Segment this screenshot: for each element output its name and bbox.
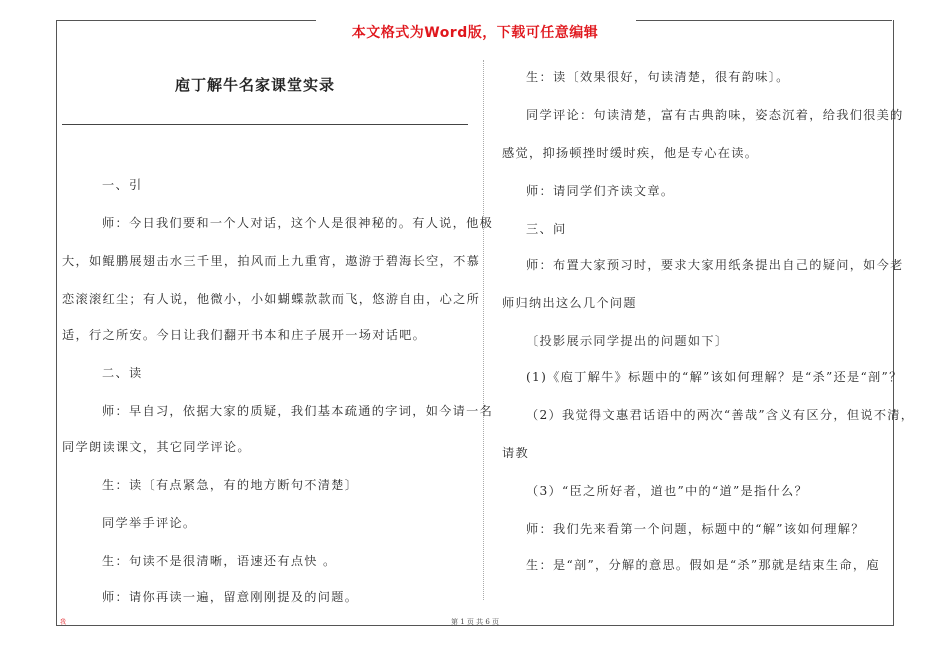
footer-mark: 我 <box>60 619 67 626</box>
paragraph-line: 生：读〔效果很好，句读清楚，很有韵味〕。 <box>526 70 790 84</box>
download-banner: 本文格式为Word版，下载可任意编辑 <box>351 25 599 41</box>
paragraph-line: 师：请你再读一遍，留意刚刚提及的问题。 <box>102 590 359 604</box>
paragraph-line: 〔投影展示同学提出的问题如下〕 <box>526 334 729 348</box>
question-item: (1)《庖丁解牛》标题中的“解”该如何理解？是“杀”还是“剖”？ <box>526 370 903 384</box>
title-rule <box>62 124 468 125</box>
paragraph-line: 师：布置大家预习时，要求大家用纸条提出自己的疑问，如今老 <box>526 258 904 272</box>
paragraph-line: 同学举手评论。 <box>102 516 197 530</box>
paragraph-line: 恋滚滚红尘；有人说，他微小，小如蝴蝶款款而飞，悠游自由，心之所 <box>62 292 481 306</box>
paragraph-line: 请教 <box>502 446 529 460</box>
paragraph-line: 大，如鲲鹏展翅击水三千里，拍风而上九重宵，遨游于碧海长空，不慕 <box>62 254 481 268</box>
section-heading-read: 二、读 <box>102 366 143 380</box>
paragraph-line: 师：我们先来看第一个问题，标题中的“解”该如何理解？ <box>526 522 865 536</box>
page-frame-top-left <box>56 20 316 21</box>
section-heading-ask: 三、问 <box>526 222 567 236</box>
page-frame-top-right <box>636 20 892 21</box>
page-number: 第 1 页 共 6 页 <box>450 618 500 626</box>
question-item: （2）我觉得文惠君话语中的两次“善哉”含义有区分，但说不清， <box>526 408 915 422</box>
paragraph-line: 生：是“剖”，分解的意思。假如是“杀”那就是结束生命，庖 <box>526 558 880 572</box>
paragraph-line: 师：早自习，依据大家的质疑，我们基本疏通的字词，如今请一名 <box>102 404 494 418</box>
paragraph-line: 师归纳出这么几个问题 <box>502 296 637 310</box>
column-divider <box>483 60 484 600</box>
paragraph-line: 适，行之所安。今日让我们翻开书本和庄子展开一场对话吧。 <box>62 328 427 342</box>
document-title: 庖丁解牛名家课堂实录 <box>175 76 336 94</box>
question-item: （3）“臣之所好者，道也”中的“道”是指什么？ <box>526 484 808 498</box>
paragraph-line: 师：请同学们齐读文章。 <box>526 184 675 198</box>
paragraph-line: 感觉，抑扬顿挫时缓时疾，他是专心在读。 <box>502 146 759 160</box>
paragraph-line: 师：今日我们要和一个人对话，这个人是很神秘的。有人说，他极 <box>102 216 494 230</box>
section-heading-intro: 一、引 <box>102 178 143 192</box>
paragraph-line: 生：句读不是很清晰，语速还有点快 。 <box>102 554 337 568</box>
paragraph-line: 同学评论：句读清楚，富有古典韵味，姿态沉着，给我们很美的 <box>526 108 904 122</box>
paragraph-line: 生：读〔有点紧急，有的地方断句不清楚〕 <box>102 478 359 492</box>
paragraph-line: 同学朗读课文，其它同学评论。 <box>62 440 251 454</box>
